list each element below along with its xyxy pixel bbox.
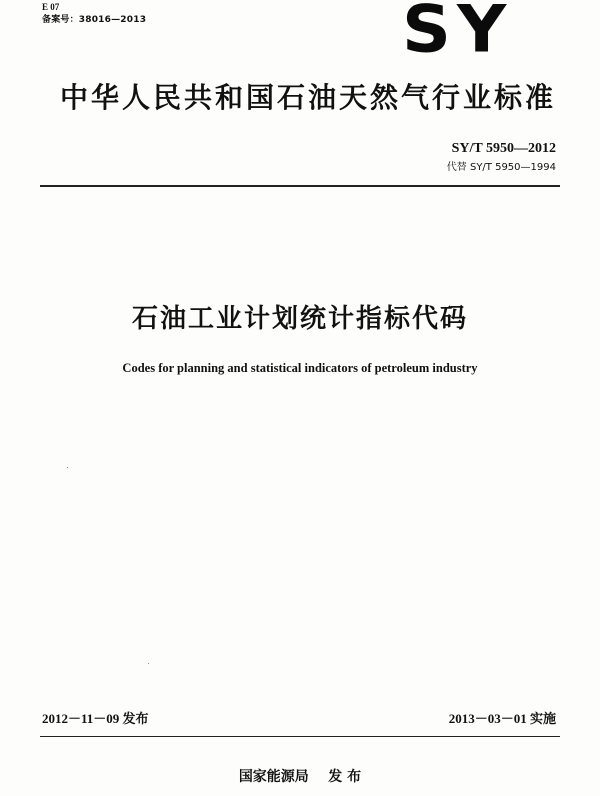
implementation-date: 2013－03－01 实施 <box>448 711 556 726</box>
document-title-chinese: 石油工业计划统计指标代码 <box>131 304 468 334</box>
footer-divider <box>40 736 560 737</box>
standard-number: SY/T 5950—2012 <box>451 141 556 156</box>
scan-speck <box>67 467 68 468</box>
record-number: 备案号：38016—2013 <box>42 15 147 25</box>
issue-date: 2012－11－09 发布 <box>42 711 149 726</box>
header-divider <box>40 185 560 187</box>
document-title-english: Codes for planning and statistical indicators of petroleum industry <box>122 361 478 375</box>
publisher: 国家能源局 发 布 <box>238 769 362 785</box>
sy-logo: SY <box>402 0 513 68</box>
classification-code: E 07 <box>42 2 60 12</box>
organization-title: 中华人民共和国石油天然气行业标准 <box>60 81 557 114</box>
replaced-standard: 代替 SY/T 5950—1994 <box>446 162 556 173</box>
scan-speck <box>148 663 149 664</box>
